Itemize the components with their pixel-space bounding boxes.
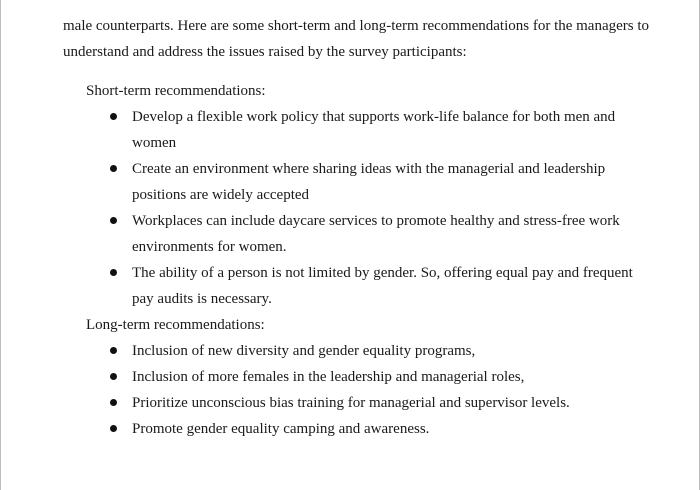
bullet-icon — [110, 373, 117, 380]
bullet-icon — [110, 347, 117, 354]
intro-paragraph: male counterparts. Here are some short-term and long-term recommendations for the managers to understand and address the issues raised by the survey participants: — [63, 18, 650, 60]
list-item — [63, 260, 668, 312]
list-item-text: Prioritize unconscious bias training for managerial and supervisor levels. — [132, 395, 570, 411]
list-item-text: The ability of a person is not limited by gender. So, offering equal pay and frequent pay audits is necessary. — [132, 265, 633, 307]
bullet-icon — [110, 217, 117, 224]
list-item-text: Inclusion of more females in the leadership and managerial roles, — [132, 369, 525, 385]
list-item — [63, 364, 668, 390]
bullet-icon — [110, 269, 117, 276]
long-term-list — [63, 338, 668, 442]
list-item-text: Create an environment where sharing ideas with the managerial and leadership positions are widely accepted — [132, 161, 606, 203]
list-item-text: Develop a flexible work policy that supports work-life balance for both men and women — [132, 109, 616, 151]
list-item-text: Inclusion of new diversity and gender equality programs, — [132, 343, 476, 359]
list-item-text: Workplaces can include daycare services to promote healthy and stress-free work environments for women. — [132, 213, 620, 255]
bullet-icon — [110, 113, 117, 120]
list-item — [63, 156, 668, 208]
bullet-icon — [110, 165, 117, 172]
short-term-list — [63, 104, 668, 312]
list-item — [63, 390, 668, 416]
list-item — [63, 104, 668, 156]
list-item — [63, 208, 668, 260]
list-item — [63, 338, 668, 364]
long-term-heading: Long-term recommendations: — [86, 317, 265, 333]
bullet-icon — [110, 425, 117, 432]
short-term-heading: Short-term recommendations: — [86, 83, 266, 99]
document-body — [63, 13, 668, 442]
list-item — [63, 416, 668, 442]
bullet-icon — [110, 399, 117, 406]
list-item-text: Promote gender equality camping and awareness. — [132, 421, 430, 437]
